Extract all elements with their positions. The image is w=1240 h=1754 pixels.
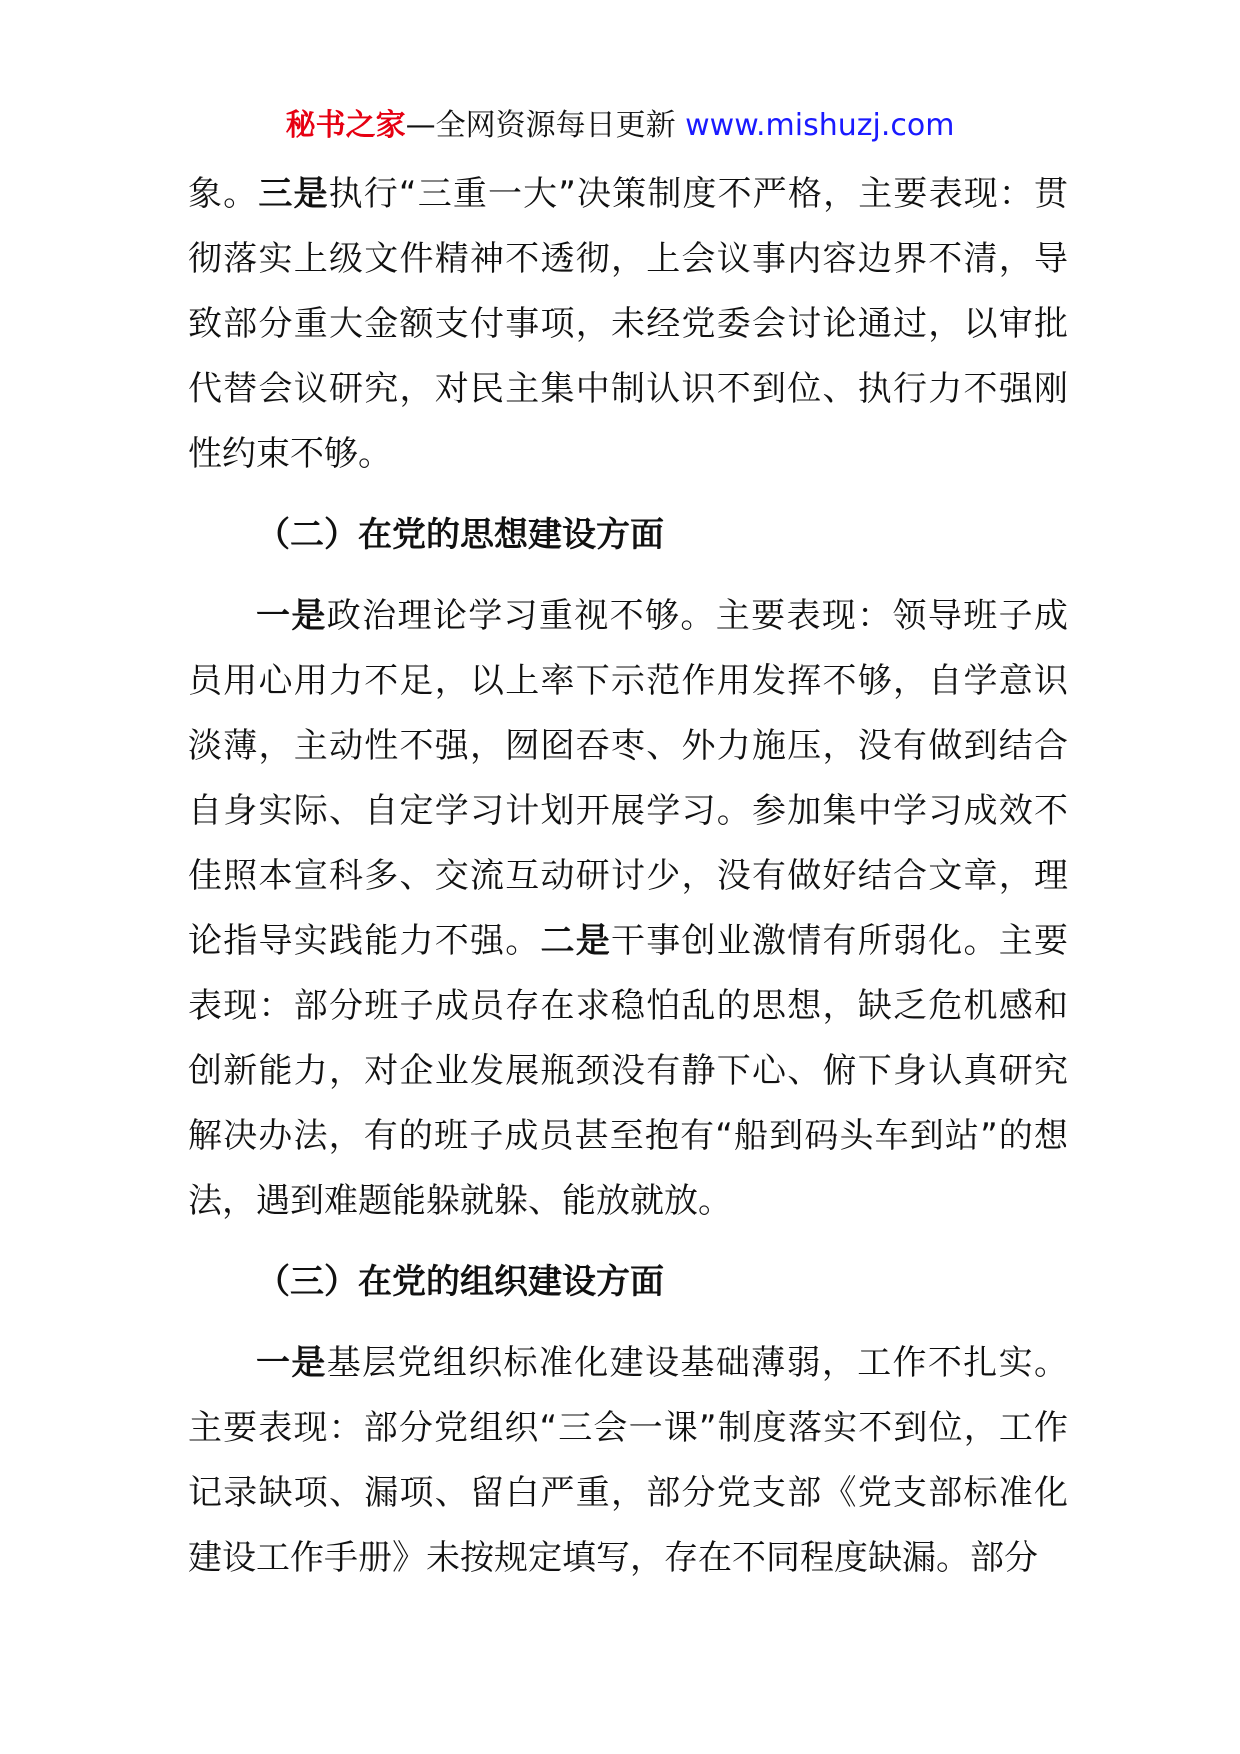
site-url[interactable]: www.mishuzj.com (685, 108, 955, 143)
document-body (188, 162, 1068, 1591)
site-header (0, 104, 1240, 148)
text-segment: 象。 (188, 174, 259, 214)
paragraph-ideology (188, 584, 1068, 1234)
header-tagline: —全网资源每日更新 (405, 108, 686, 143)
text-segment: 干事创业激情有所弱化。主要表现：部分班子成员存在求稳怕乱的思想，缺乏危机感和创新能力，对企业发展瓶颈没有静下心、俯下身认真研究解决办法，有的班子成员甚至抱有“船到码头车到站”的想法，遇到难题能躲就躲、能放就放。 (188, 921, 1068, 1221)
bold-lead: 二是 (540, 921, 611, 961)
paragraph-organization (188, 1331, 1068, 1591)
text-segment: 执行“三重一大”决策制度不严格，主要表现：贯彻落实上级文件精神不透彻，上会议事内容边界不清，导致部分重大金额支付事项，未经党委会讨论通过，以审批代替会议研究，对民主集中制认识不到位、执行力不强刚性约束不够。 (188, 174, 1069, 474)
section-heading-2: （二）在党的思想建设方面 (256, 515, 664, 555)
bold-lead: 一是 (256, 596, 327, 636)
bold-lead: 一是 (256, 1343, 327, 1383)
text-segment: 政治理论学习重视不够。主要表现：领导班子成员用心用力不足，以上率下示范作用发挥不够，自学意识淡薄，主动性不强，囫囵吞枣、外力施压，没有做到结合自身实际、自定学习计划开展学习。参加集中学习成效不佳照本宣科多、交流互动研讨少，没有做好结合文章，理论指导实践能力不强。 (188, 596, 1069, 961)
section-heading-3: （三）在党的组织建设方面 (256, 1262, 664, 1302)
bold-lead: 三是 (258, 174, 329, 214)
text-segment: 基层党组织标准化建设基础薄弱，工作不扎实。主要表现：部分党组织“三会一课”制度落实不到位，工作记录缺项、漏项、留白严重，部分党支部《党支部标准化建设工作手册》未按规定填写，存在不同程度缺漏。部分 (188, 1343, 1069, 1578)
paragraph-continued (188, 162, 1068, 487)
brand-name: 秘书之家 (285, 108, 406, 143)
